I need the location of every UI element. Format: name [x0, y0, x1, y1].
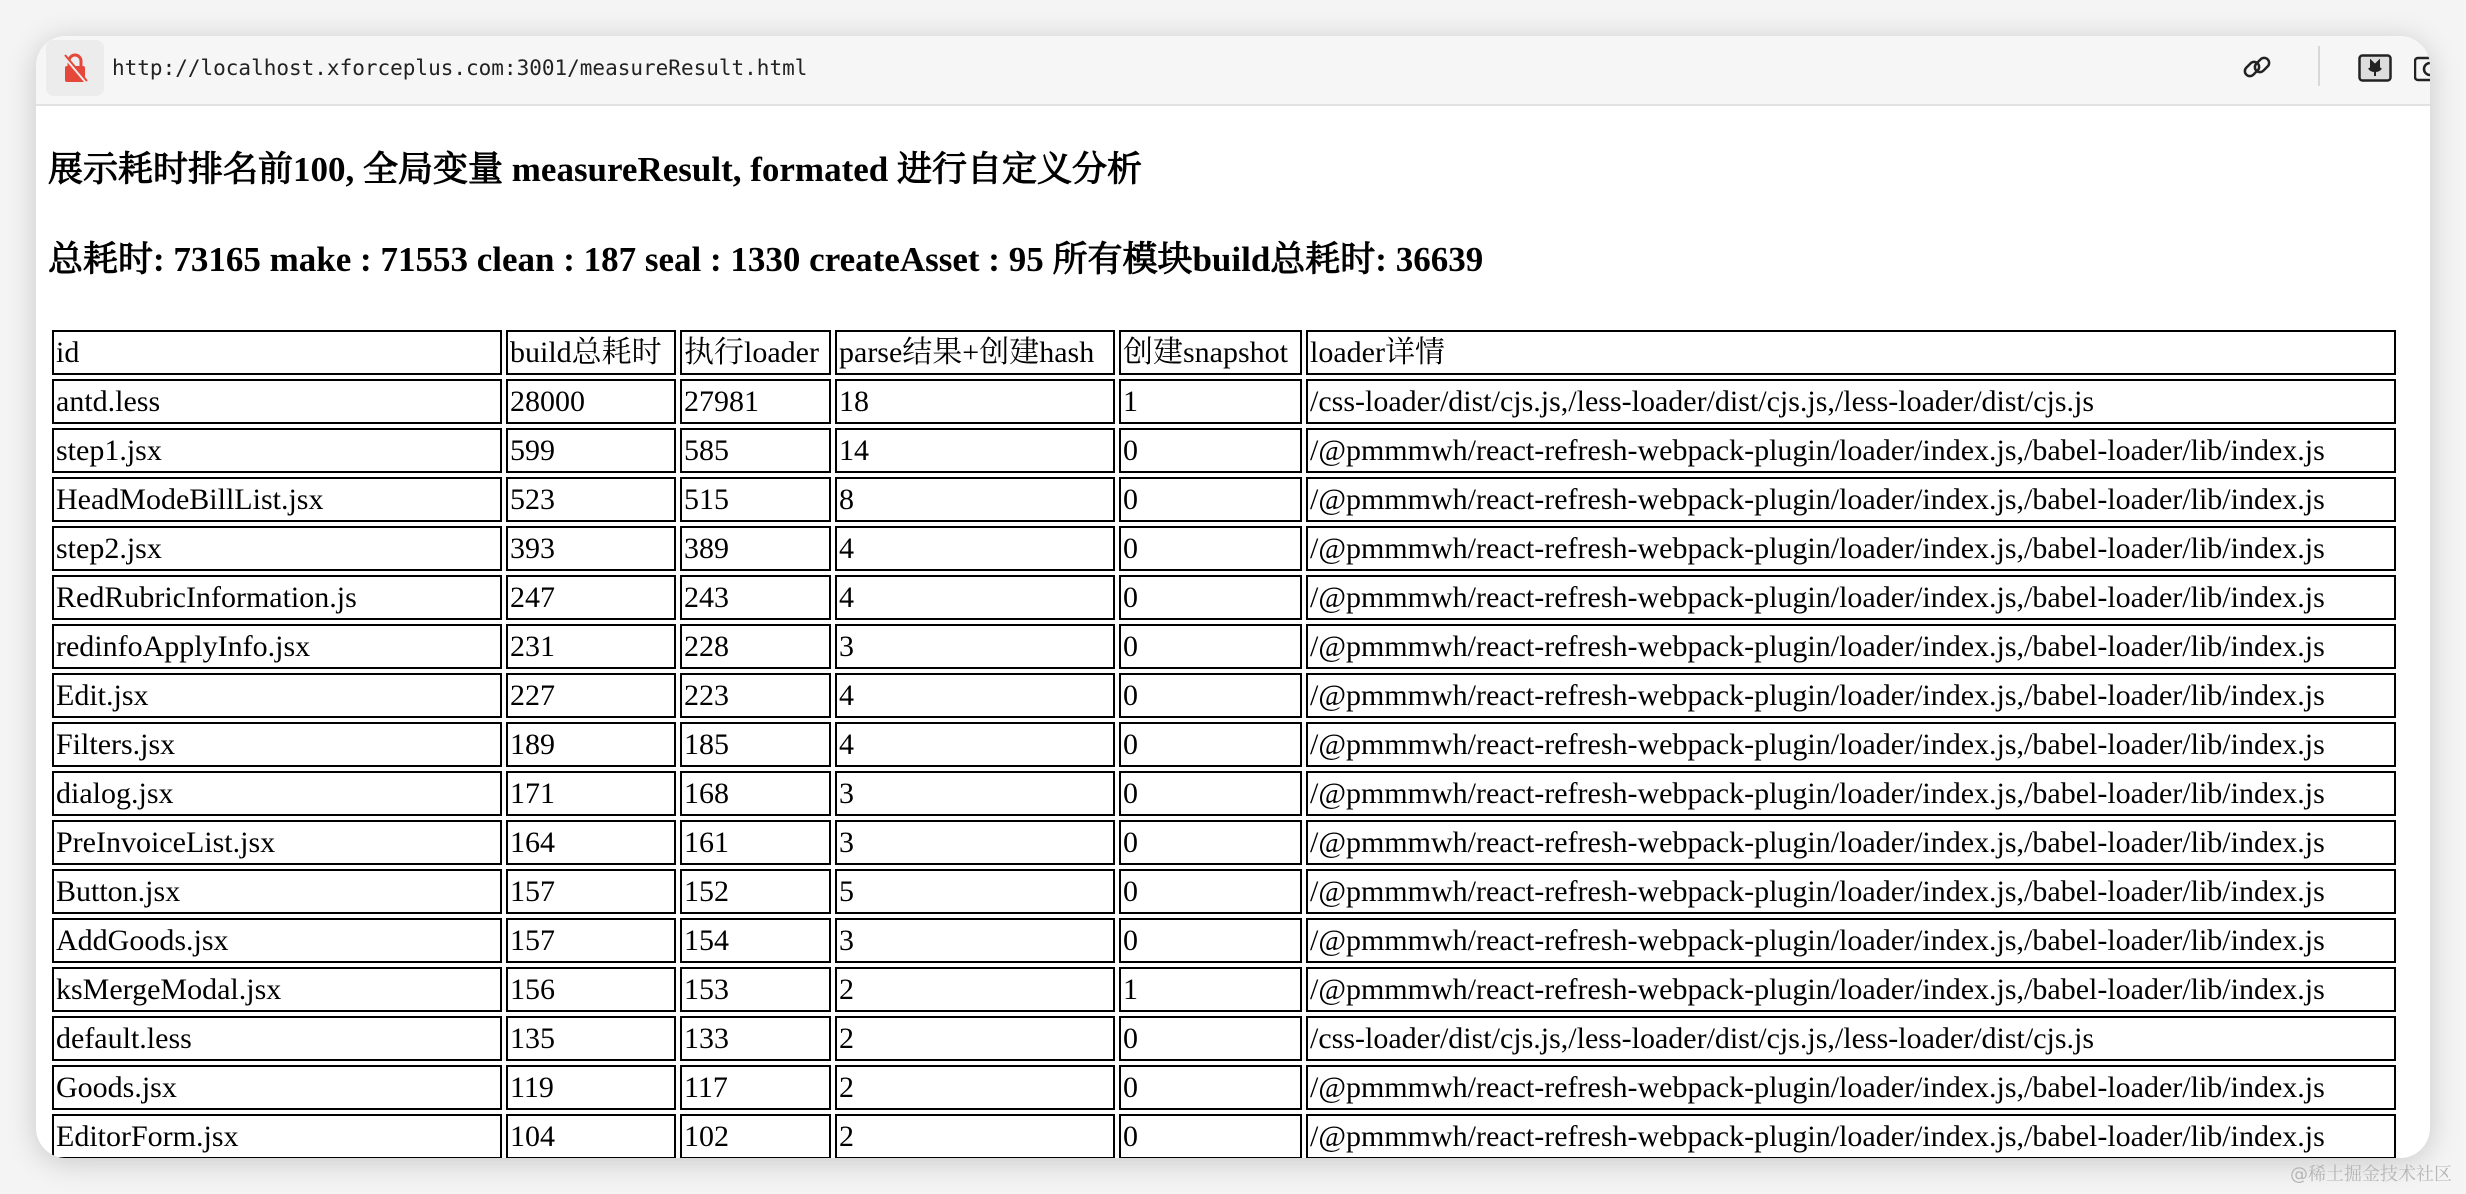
- address-bar: [36, 36, 2430, 106]
- table-row: [52, 820, 2396, 865]
- table-row: [52, 526, 2396, 571]
- cell-parse-hash: 8: [835, 477, 1115, 522]
- column-header-parse-hash: parse结果+创建hash: [835, 330, 1115, 375]
- table-row: [52, 624, 2396, 669]
- table-row: [52, 673, 2396, 718]
- cell-loader-time: 185: [680, 722, 831, 767]
- cell-snapshot: 0: [1119, 624, 1302, 669]
- table-row: [52, 1114, 2396, 1158]
- cell-loader-time: 223: [680, 673, 831, 718]
- cell-build-total: 247: [506, 575, 676, 620]
- cell-loader-time: 117: [680, 1065, 831, 1110]
- cell-id: step2.jsx: [52, 526, 502, 571]
- cell-parse-hash: 3: [835, 624, 1115, 669]
- cell-loader-time: 153: [680, 967, 831, 1012]
- cell-parse-hash: 4: [835, 722, 1115, 767]
- cell-parse-hash: 2: [835, 967, 1115, 1012]
- cell-parse-hash: 5: [835, 869, 1115, 914]
- cell-snapshot: 0: [1119, 771, 1302, 816]
- table-row: [52, 379, 2396, 424]
- page-heading-description: 展示耗时排名前100, 全局变量 measureResult, formated 进行自定义分析: [48, 150, 1142, 189]
- cell-id: AddGoods.jsx: [52, 918, 502, 963]
- table-row: [52, 771, 2396, 816]
- cell-id: antd.less: [52, 379, 502, 424]
- table-row: [52, 967, 2396, 1012]
- cell-snapshot: 0: [1119, 673, 1302, 718]
- cell-loader-time: 228: [680, 624, 831, 669]
- cell-build-total: 156: [506, 967, 676, 1012]
- cell-loader-detail: /@pmmmwh/react-refresh-webpack-plugin/loader/index.js,/babel-loader/lib/index.js: [1306, 918, 2396, 963]
- cell-loader-detail: /@pmmmwh/react-refresh-webpack-plugin/loader/index.js,/babel-loader/lib/index.js: [1306, 624, 2396, 669]
- cell-loader-detail: /@pmmmwh/react-refresh-webpack-plugin/loader/index.js,/babel-loader/lib/index.js: [1306, 820, 2396, 865]
- cell-id: HeadModeBillList.jsx: [52, 477, 502, 522]
- cell-loader-detail: /@pmmmwh/react-refresh-webpack-plugin/loader/index.js,/babel-loader/lib/index.js: [1306, 967, 2396, 1012]
- table-row: [52, 1065, 2396, 1110]
- table-row: [52, 918, 2396, 963]
- table-row: [52, 575, 2396, 620]
- cell-build-total: 104: [506, 1114, 676, 1158]
- cell-id: dialog.jsx: [52, 771, 502, 816]
- cell-snapshot: 1: [1119, 967, 1302, 1012]
- link-icon[interactable]: [2240, 50, 2274, 89]
- cell-id: Edit.jsx: [52, 673, 502, 718]
- cell-build-total: 28000: [506, 379, 676, 424]
- cell-id: Goods.jsx: [52, 1065, 502, 1110]
- cell-loader-detail: /@pmmmwh/react-refresh-webpack-plugin/loader/index.js,/babel-loader/lib/index.js: [1306, 1114, 2396, 1158]
- cell-id: EditorForm.jsx: [52, 1114, 502, 1158]
- cell-snapshot: 0: [1119, 477, 1302, 522]
- cell-build-total: 599: [506, 428, 676, 473]
- watermark: @稀土掘金技术社区: [2290, 1164, 2452, 1185]
- cell-parse-hash: 4: [835, 673, 1115, 718]
- column-header-build-total: build总耗时: [506, 330, 676, 375]
- cell-snapshot: 0: [1119, 575, 1302, 620]
- cell-snapshot: 0: [1119, 1016, 1302, 1061]
- cell-build-total: 393: [506, 526, 676, 571]
- cell-build-total: 523: [506, 477, 676, 522]
- cell-id: Button.jsx: [52, 869, 502, 914]
- cell-loader-detail: /@pmmmwh/react-refresh-webpack-plugin/loader/index.js,/babel-loader/lib/index.js: [1306, 771, 2396, 816]
- table-row: [52, 1016, 2396, 1061]
- cell-parse-hash: 3: [835, 820, 1115, 865]
- cell-parse-hash: 18: [835, 379, 1115, 424]
- cell-snapshot: 0: [1119, 428, 1302, 473]
- cell-loader-detail: /@pmmmwh/react-refresh-webpack-plugin/loader/index.js,/babel-loader/lib/index.js: [1306, 575, 2396, 620]
- cell-build-total: 227: [506, 673, 676, 718]
- page-heading-totals: 总耗时: 73165 make : 71553 clean : 187 seal : 1330 createAsset : 95 所有模块build总耗时: 36639: [48, 240, 1484, 279]
- cell-parse-hash: 3: [835, 918, 1115, 963]
- cell-loader-detail: /@pmmmwh/react-refresh-webpack-plugin/loader/index.js,/babel-loader/lib/index.js: [1306, 428, 2396, 473]
- cell-loader-time: 168: [680, 771, 831, 816]
- cell-loader-detail: /@pmmmwh/react-refresh-webpack-plugin/loader/index.js,/babel-loader/lib/index.js: [1306, 526, 2396, 571]
- measure-result-table: [48, 326, 2400, 1158]
- cell-loader-time: 133: [680, 1016, 831, 1061]
- column-header-snapshot: 创建snapshot: [1119, 330, 1302, 375]
- cell-build-total: 164: [506, 820, 676, 865]
- cell-loader-detail: /@pmmmwh/react-refresh-webpack-plugin/loader/index.js,/babel-loader/lib/index.js: [1306, 1065, 2396, 1110]
- cell-parse-hash: 3: [835, 771, 1115, 816]
- cell-snapshot: 0: [1119, 722, 1302, 767]
- cell-snapshot: 0: [1119, 918, 1302, 963]
- cell-loader-detail: /@pmmmwh/react-refresh-webpack-plugin/loader/index.js,/babel-loader/lib/index.js: [1306, 869, 2396, 914]
- cell-id: RedRubricInformation.js: [52, 575, 502, 620]
- cell-parse-hash: 14: [835, 428, 1115, 473]
- browser-window: [36, 36, 2430, 1158]
- cell-id: step1.jsx: [52, 428, 502, 473]
- cell-snapshot: 0: [1119, 1065, 1302, 1110]
- cell-snapshot: 0: [1119, 1114, 1302, 1158]
- cell-snapshot: 0: [1119, 820, 1302, 865]
- cell-build-total: 119: [506, 1065, 676, 1110]
- cell-build-total: 231: [506, 624, 676, 669]
- cell-snapshot: 1: [1119, 379, 1302, 424]
- cell-loader-detail: /css-loader/dist/cjs.js,/less-loader/dist/cjs.js,/less-loader/dist/cjs.js: [1306, 379, 2396, 424]
- cell-loader-time: 154: [680, 918, 831, 963]
- screenshot-icon[interactable]: [2414, 54, 2430, 87]
- column-header-id: id: [52, 330, 502, 375]
- cell-loader-detail: /@pmmmwh/react-refresh-webpack-plugin/loader/index.js,/babel-loader/lib/index.js: [1306, 477, 2396, 522]
- cell-loader-time: 389: [680, 526, 831, 571]
- cell-snapshot: 0: [1119, 869, 1302, 914]
- insecure-lock-icon[interactable]: [46, 40, 104, 96]
- table-row: [52, 477, 2396, 522]
- cell-build-total: 171: [506, 771, 676, 816]
- cell-loader-time: 161: [680, 820, 831, 865]
- cell-id: ksMergeModal.jsx: [52, 967, 502, 1012]
- table-row: [52, 428, 2396, 473]
- cell-id: redinfoApplyInfo.jsx: [52, 624, 502, 669]
- cell-build-total: 157: [506, 918, 676, 963]
- column-header-loader-time: 执行loader: [680, 330, 831, 375]
- cell-id: PreInvoiceList.jsx: [52, 820, 502, 865]
- table-header-row: [52, 330, 2396, 375]
- cell-parse-hash: 2: [835, 1016, 1115, 1061]
- cell-loader-time: 243: [680, 575, 831, 620]
- table-row: [52, 869, 2396, 914]
- cell-build-total: 157: [506, 869, 676, 914]
- cell-parse-hash: 2: [835, 1114, 1115, 1158]
- table-row: [52, 722, 2396, 767]
- cell-id: Filters.jsx: [52, 722, 502, 767]
- cell-loader-time: 585: [680, 428, 831, 473]
- cell-loader-detail: /@pmmmwh/react-refresh-webpack-plugin/loader/index.js,/babel-loader/lib/index.js: [1306, 722, 2396, 767]
- cell-loader-detail: /css-loader/dist/cjs.js,/less-loader/dist/cjs.js,/less-loader/dist/cjs.js: [1306, 1016, 2396, 1061]
- cell-loader-time: 102: [680, 1114, 831, 1158]
- column-header-loader-detail: loader详情: [1306, 330, 2396, 375]
- cell-parse-hash: 4: [835, 575, 1115, 620]
- cell-loader-time: 515: [680, 477, 831, 522]
- cell-snapshot: 0: [1119, 526, 1302, 571]
- cell-id: default.less: [52, 1016, 502, 1061]
- cell-parse-hash: 4: [835, 526, 1115, 571]
- toolbar-divider: [2318, 46, 2320, 86]
- image-icon[interactable]: [2358, 54, 2392, 87]
- cell-loader-time: 27981: [680, 379, 831, 424]
- cell-loader-detail: /@pmmmwh/react-refresh-webpack-plugin/loader/index.js,/babel-loader/lib/index.js: [1306, 673, 2396, 718]
- cell-parse-hash: 2: [835, 1065, 1115, 1110]
- url-field[interactable]: http://localhost.xforceplus.com:3001/measureResult.html: [112, 56, 808, 80]
- cell-build-total: 189: [506, 722, 676, 767]
- cell-build-total: 135: [506, 1016, 676, 1061]
- cell-loader-time: 152: [680, 869, 831, 914]
